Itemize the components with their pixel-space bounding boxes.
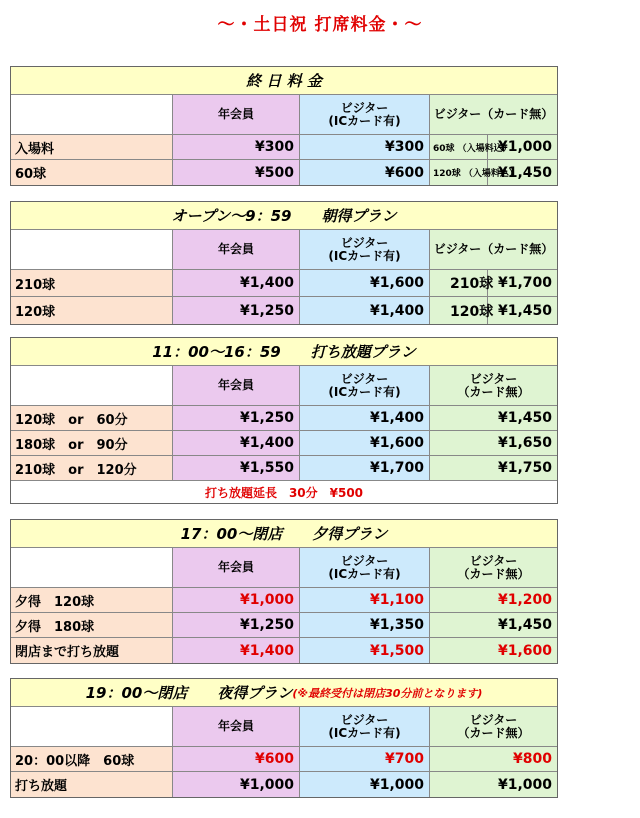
- table-row: [11, 431, 557, 456]
- price-visitor: ¥1,000: [300, 772, 430, 797]
- table-row: [11, 588, 557, 613]
- price-card: ¥800: [430, 747, 557, 771]
- section-title: 17：00～閉店 夕得プラン: [11, 520, 557, 548]
- header-row: [11, 366, 557, 406]
- header-member: 年会員: [173, 548, 300, 587]
- header-visitor: ビジター (ICカード有): [300, 230, 430, 269]
- price-card: ¥1,650: [430, 431, 557, 455]
- section-title: オープン～9：59 朝得プラン: [11, 202, 557, 230]
- table-row: [11, 297, 557, 324]
- price-member: ¥600: [173, 747, 300, 771]
- section-title: [11, 679, 557, 707]
- extension-note: 打ち放題延長 30分 ¥500: [11, 481, 557, 503]
- price-member: ¥1,250: [173, 297, 300, 324]
- price-card: ¥1,450: [497, 164, 552, 181]
- price-card: ¥1,600: [430, 638, 557, 663]
- table-row: [11, 406, 557, 431]
- header-card-none: ビジター （カード無）: [430, 366, 557, 405]
- card-split-cell: [430, 160, 557, 185]
- table-row: [11, 135, 557, 160]
- table-row: [11, 638, 557, 663]
- header-card-none: ビジター （カード無）: [430, 548, 557, 587]
- price-visitor: ¥1,600: [300, 431, 430, 455]
- last-entry-note: (※最終受付は閉店30分前となります): [292, 686, 483, 700]
- row-label: 20：00以降 60球: [11, 747, 173, 771]
- price-member: ¥300: [173, 135, 300, 159]
- header-row: [11, 548, 557, 588]
- section-title: 終 日 料 金: [11, 67, 557, 95]
- header-card-none: ビジター （カード無）: [430, 707, 557, 746]
- card-note: 120球 （入場料込）: [430, 160, 488, 185]
- header-visitor: ビジター (ICカード有): [300, 548, 430, 587]
- header-member: 年会員: [173, 95, 300, 134]
- section-night-plan: [10, 678, 558, 798]
- row-label: 120球: [11, 297, 173, 324]
- header-row: [11, 230, 557, 270]
- page-title: ～・土日祝 打席料金・～: [217, 15, 423, 35]
- section-all-day: [10, 66, 558, 186]
- price-member: ¥1,400: [173, 270, 300, 296]
- row-label: 閉店まで打ち放題: [11, 638, 173, 663]
- section-morning-plan: [10, 201, 558, 325]
- price-visitor: ¥1,700: [300, 456, 430, 480]
- price-visitor: ¥1,500: [300, 638, 430, 663]
- price-member: ¥1,400: [173, 431, 300, 455]
- price-visitor: ¥1,400: [300, 406, 430, 430]
- price-visitor: ¥1,400: [300, 297, 430, 324]
- price-member: ¥1,550: [173, 456, 300, 480]
- row-label: 180球 or 90分: [11, 431, 173, 455]
- price-card: ¥1,200: [430, 588, 557, 612]
- section-unlimited-plan: [10, 337, 558, 504]
- card-note: 210球: [430, 270, 488, 296]
- header-row: [11, 95, 557, 135]
- price-visitor: ¥1,600: [300, 270, 430, 296]
- card-note: 60球 （入場料込）: [430, 135, 488, 159]
- header-visitor: ビジター (ICカード有): [300, 95, 430, 134]
- price-visitor: ¥600: [300, 160, 430, 185]
- section-title: 11：00～16：59 打ち放題プラン: [11, 338, 557, 366]
- price-card: ¥1,000: [430, 772, 557, 797]
- section-title-text: 19：00～閉店 夜得プラン: [85, 684, 293, 702]
- header-blank: [11, 707, 173, 746]
- price-card: ¥1,000: [497, 139, 552, 155]
- price-card: ¥1,450: [430, 613, 557, 637]
- row-label: 210球 or 120分: [11, 456, 173, 480]
- header-visitor: ビジター (ICカード有): [300, 366, 430, 405]
- header-card-none: ビジター（カード無）: [430, 230, 557, 269]
- header-blank: [11, 366, 173, 405]
- row-label: 60球: [11, 160, 173, 185]
- header-visitor: ビジター (ICカード有): [300, 707, 430, 746]
- table-row: [11, 270, 557, 297]
- row-label: 210球: [11, 270, 173, 296]
- header-member: 年会員: [173, 366, 300, 405]
- header-blank: [11, 548, 173, 587]
- price-visitor: ¥700: [300, 747, 430, 771]
- table-row: [11, 747, 557, 772]
- row-label: 打ち放題: [11, 772, 173, 797]
- price-card: ¥1,750: [430, 456, 557, 480]
- header-blank: [11, 230, 173, 269]
- price-member: ¥1,000: [173, 772, 300, 797]
- section-evening-plan: [10, 519, 558, 664]
- card-split-cell: [430, 270, 557, 296]
- price-card: ¥1,700: [497, 275, 552, 291]
- price-card: ¥1,450: [430, 406, 557, 430]
- header-row: [11, 707, 557, 747]
- row-label: 夕得 180球: [11, 613, 173, 637]
- header-member: 年会員: [173, 707, 300, 746]
- header-blank: [11, 95, 173, 134]
- card-split-cell: [430, 297, 557, 324]
- table-row: [11, 613, 557, 638]
- price-member: ¥1,400: [173, 638, 300, 663]
- price-member: ¥1,000: [173, 588, 300, 612]
- row-label: 入場料: [11, 135, 173, 159]
- price-member: ¥1,250: [173, 406, 300, 430]
- price-visitor: ¥1,100: [300, 588, 430, 612]
- table-row: [11, 456, 557, 481]
- card-split-cell: [430, 135, 557, 159]
- row-label: 夕得 120球: [11, 588, 173, 612]
- table-row: [11, 772, 557, 797]
- price-card: ¥1,450: [497, 302, 552, 319]
- header-card-none: ビジター（カード無）: [430, 95, 557, 134]
- card-note: 120球: [430, 297, 488, 324]
- price-visitor: ¥1,350: [300, 613, 430, 637]
- row-label: 120球 or 60分: [11, 406, 173, 430]
- price-visitor: ¥300: [300, 135, 430, 159]
- price-member: ¥1,250: [173, 613, 300, 637]
- price-member: ¥500: [173, 160, 300, 185]
- table-row: [11, 160, 557, 185]
- header-member: 年会員: [173, 230, 300, 269]
